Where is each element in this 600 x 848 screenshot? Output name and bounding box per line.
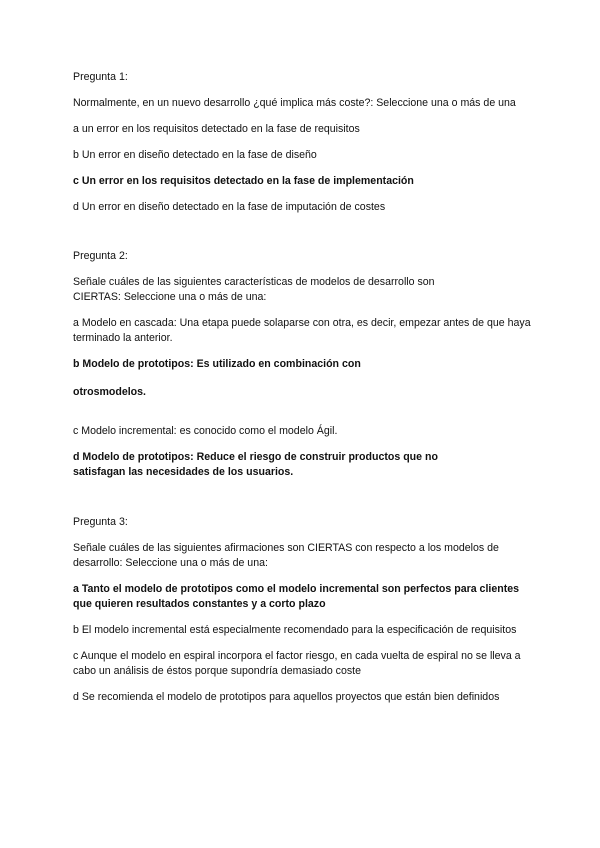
option-c: c Aunque el modelo en espiral incorpora el factor riesgo, en cada vuelta de espiral no se lleva a cabo un análisis de éstos porque supondría demasiado coste: [73, 650, 521, 677]
option-c: c Un error en los requisitos detectado en la fase de implementación: [73, 175, 414, 187]
question-text: Señale cuáles de las siguientes afirmaciones son CIERTAS con respecto a los modelos de desarrollo: Seleccione una o más de una:: [73, 542, 499, 569]
question-3: [73, 515, 533, 705]
option-d: d Un error en diseño detectado en la fase de imputación de costes: [73, 201, 386, 213]
question-title: Pregunta 2:: [73, 250, 128, 262]
document-page: [73, 70, 533, 741]
option-a: a Modelo en cascada: Una etapa puede solaparse con otra, es decir, empezar antes de que haya terminado la anterior.: [73, 317, 531, 344]
question-1: [73, 70, 533, 215]
option-b: b El modelo incremental está especialmente recomendado para la especificación de requisitos: [73, 624, 517, 636]
option-d: d Se recomienda el modelo de prototipos para aquellos proyectos que están bien definidos: [73, 691, 500, 703]
option-b-continued: otrosmodelos.: [73, 386, 146, 398]
option-c: c Modelo incremental: es conocido como el modelo Ágil.: [73, 425, 338, 437]
option-d: d Modelo de prototipos: Reduce el riesgo de construir productos que no satisfagan las necesidades de los usuarios.: [73, 451, 438, 478]
question-text: Señale cuáles de las siguientes características de modelos de desarrollo son CIERTAS: Seleccione una o más de una:: [73, 276, 435, 303]
question-title: Pregunta 1:: [73, 71, 128, 83]
option-b: b Un error en diseño detectado en la fase de diseño: [73, 149, 317, 161]
question-2: [73, 249, 533, 480]
option-a: a Tanto el modelo de prototipos como el modelo incremental son perfectos para clientes que quieren resultados constantes y a corto plazo: [73, 583, 520, 610]
question-title: Pregunta 3:: [73, 516, 128, 528]
question-text: Normalmente, en un nuevo desarrollo ¿qué implica más coste?: Seleccione una o más de una: [73, 97, 516, 109]
option-b: b Modelo de prototipos: Es utilizado en combinación con: [73, 358, 361, 370]
option-a: a un error en los requisitos detectado en la fase de requisitos: [73, 123, 360, 135]
